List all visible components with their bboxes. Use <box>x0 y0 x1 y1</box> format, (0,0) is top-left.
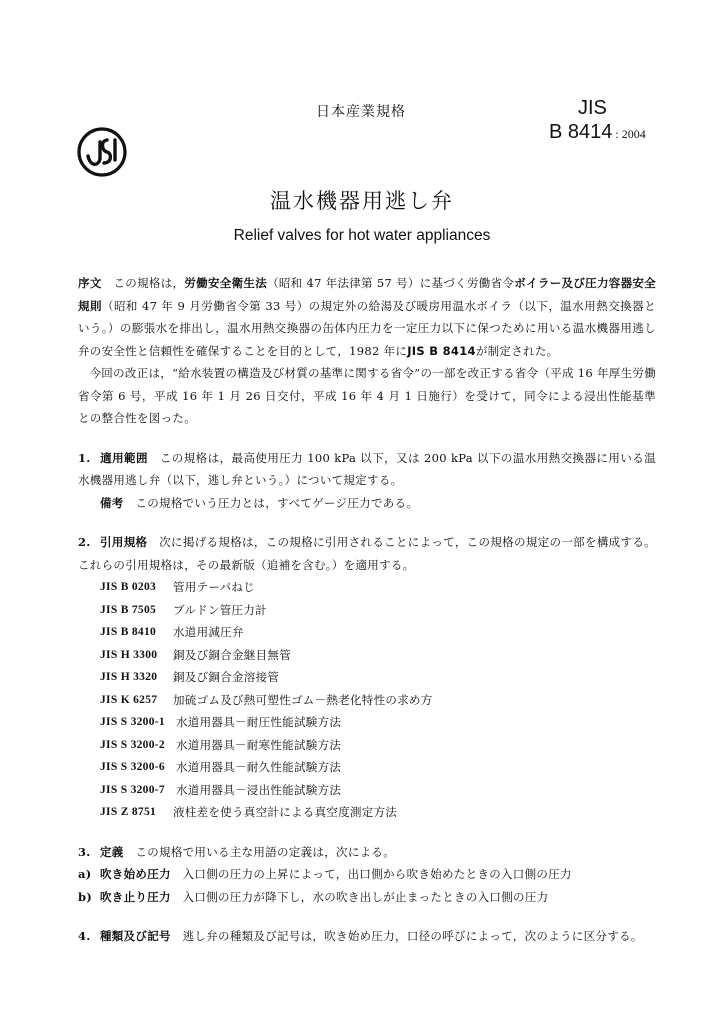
preface-label: 序文 <box>78 276 102 290</box>
reference-item <box>100 666 656 689</box>
reference-code: JIS H 3300 <box>100 648 158 661</box>
reference-item <box>100 621 656 644</box>
standard-code: B 8414 <box>549 121 613 143</box>
standard-number <box>549 121 646 144</box>
section-3-heading: 定義 <box>100 844 124 859</box>
reference-code: JIS B 0203 <box>100 581 157 593</box>
reference-title: 銅及び銅合金継目無管 <box>173 647 291 662</box>
definition-text: 入口側の圧力の上昇によって，出口側から吹き始めたときの入口側の圧力 <box>182 867 572 881</box>
reference-code: JIS B 7505 <box>100 603 157 616</box>
reference-code: JIS S 3200-1 <box>100 716 165 728</box>
section-3 <box>78 841 656 864</box>
preface-paragraph <box>78 272 656 362</box>
preface-text-2: （昭和 47 年法律第 57 号）に基づく労働省令 <box>267 276 515 290</box>
section-2-text: 次に掲げる規格は，この規格に引用されることによって，この規格の規定の一部を構成する。これらの引用規格は，その最新版（追補を含む。）を適用する。 <box>78 535 656 572</box>
reference-item <box>100 756 656 779</box>
reference-item <box>100 644 656 667</box>
definition-label: a) <box>78 867 92 881</box>
reference-item <box>100 779 656 802</box>
preface-law-1: 労働安全衛生法 <box>184 276 268 290</box>
section-1-heading: 適用範囲 <box>100 450 148 465</box>
reference-code: JIS S 3200-7 <box>100 783 165 796</box>
reference-title: 水道用器具－耐久性能試験方法 <box>176 760 342 774</box>
preface-paragraph-2: 今回の改正は，“給水装置の構造及び材質の基準に関する省令”の一部を改正する省令（平成 16 年厚生労働省令第 6 号，平成 16 年 1 月 26 日交付，平成 16 年 4 月 1 日施行）を受けて，同令による浸出性能基準との整合性を図った。 <box>78 366 656 425</box>
definition-item <box>78 863 656 886</box>
jis-label: JIS <box>578 97 607 119</box>
standard-name: 日本産業規格 <box>316 104 406 120</box>
definition-text: 入口側の圧力が降下し，水の吹き出しが止まったときの入口側の圧力 <box>182 889 549 904</box>
section-1 <box>78 447 656 492</box>
document-body <box>78 272 656 948</box>
reference-title: 水道用減圧弁 <box>173 625 244 639</box>
jis-mark-icon <box>76 126 128 178</box>
reference-item <box>100 711 656 734</box>
reference-title: 液柱差を使う真空計による真空度測定方法 <box>173 805 398 819</box>
reference-item <box>100 734 656 757</box>
reference-item <box>100 576 656 599</box>
reference-code: JIS K 6257 <box>100 693 158 706</box>
reference-list <box>78 576 656 824</box>
reference-item <box>100 689 656 712</box>
reference-code: JIS S 3200-6 <box>100 761 165 773</box>
reference-code: JIS H 3320 <box>100 671 158 683</box>
definition-label: b) <box>78 889 93 904</box>
reference-title: 銅及び銅合金溶接管 <box>173 670 280 684</box>
section-2-number: 2. <box>78 535 91 549</box>
section-1-number: 1. <box>78 450 91 465</box>
reference-title: ブルドン管圧力計 <box>173 602 267 617</box>
section-1-text: この規格は，最高使用圧力 100 kPa 以下，又は 200 kPa 以下の温水用熱交換器に用いる温水機器用逃し弁（以下，逃し弁という。）について規定する。 <box>78 450 656 487</box>
definition-term: 吹き始め圧力 <box>100 867 171 881</box>
preface-text-1: この規格は， <box>113 276 185 290</box>
reference-item <box>100 801 656 824</box>
preface-law-2: ボイラー及び圧力容器安全規則 <box>78 276 656 313</box>
section-1-note-text: この規格でいう圧力とは，すべてゲージ圧力である。 <box>135 495 419 510</box>
page-title: 温水機器用逃し弁 <box>270 189 454 213</box>
reference-code: JIS B 8410 <box>100 626 157 638</box>
section-4-number: 4. <box>78 929 91 943</box>
section-3-number: 3. <box>78 844 91 859</box>
section-4 <box>78 925 656 948</box>
section-1-note-label: 備考 <box>100 495 124 510</box>
reference-title: 水道用器具－浸出性能試験方法 <box>176 782 342 797</box>
section-2-heading: 引用規格 <box>100 535 148 549</box>
reference-title: 管用テーパねじ <box>173 580 256 594</box>
section-4-heading: 種類及び記号 <box>100 929 171 943</box>
section-3-text: この規格で用いる主な用語の定義は，次による。 <box>135 844 396 859</box>
definition-term: 吹き止り圧力 <box>100 889 171 904</box>
preface-text-3: （昭和 47 年 9 月労働省令第 33 号）の規定外の給湯及び暖房用温水ボイラ（以下，温水用熱交換器という。）の膨張水を排出し，温水用熱交換器の缶体内圧力を一定圧力以下に保つために用いる温水機器用逃し弁の安全性と信頼性を確保することを目的として，1982 年に <box>78 298 656 358</box>
preface-standard-ref: JIS B 8414 <box>407 343 476 358</box>
section-4-text: 逃し弁の種類及び記号は，吹き始め圧力，口径の呼びによって，次のように区分する。 <box>182 929 643 943</box>
reference-item <box>100 599 656 622</box>
standard-year: : 2004 <box>612 127 646 141</box>
section-2 <box>78 531 656 576</box>
reference-title: 加硫ゴム及び熱可塑性ゴム－熱老化特性の求め方 <box>173 692 433 707</box>
preface-text-4: が制定された。 <box>475 343 559 358</box>
page-subtitle-english: Relief valves for hot water appliances <box>233 227 491 244</box>
reference-code: JIS S 3200-2 <box>100 738 165 751</box>
reference-code: JIS Z 8751 <box>100 806 157 818</box>
reference-title: 水道用器具－耐寒性能試験方法 <box>176 737 342 752</box>
reference-title: 水道用器具－耐圧性能試験方法 <box>176 715 342 729</box>
section-1-note <box>78 492 656 515</box>
definition-item <box>78 886 656 909</box>
